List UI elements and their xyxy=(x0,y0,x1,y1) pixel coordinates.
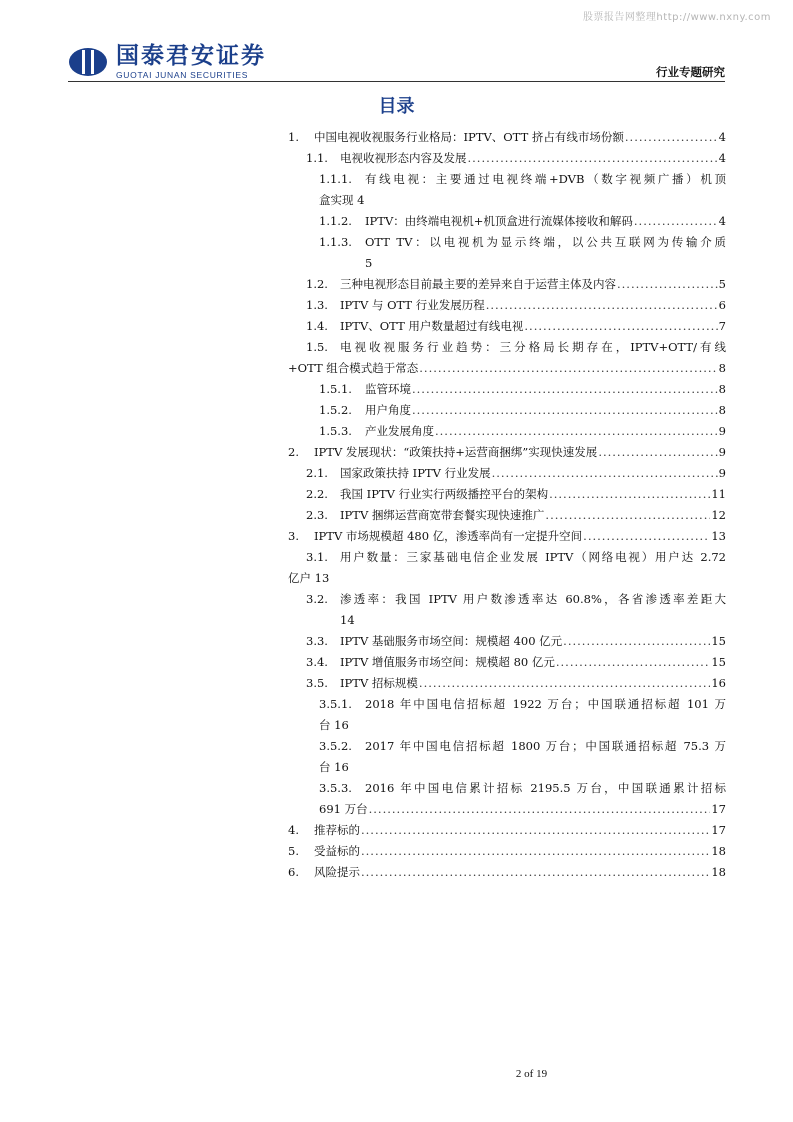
toc-entry[interactable]: 3.5.1. 2018 年中国电信招标超 1922 万台；中国联通招标超 101 万 台 16 xyxy=(319,697,726,732)
toc-entry[interactable]: 1.5.1. 监管环境 ..... 8 xyxy=(288,379,726,400)
toc-heading: 目录 xyxy=(378,96,415,117)
toc-entry[interactable]: 1.1.1. 有线电视：主要通过电视终端+DVB（数字视频广播）机顶 盒实现 4 xyxy=(319,172,726,207)
table-of-contents xyxy=(288,127,726,883)
toc-entry[interactable]: 3.3. IPTV 基础服务市场空间：规模超 400 亿元 ..... 15 xyxy=(288,631,726,652)
report-type-label: 行业专题研究 xyxy=(656,65,725,79)
header-divider xyxy=(68,81,725,82)
toc-entry[interactable]: 1.4. IPTV、OTT 用户数量超过有线电视 ..... 7 xyxy=(288,316,726,337)
toc-entry[interactable]: 3.2. 渗透率：我国 IPTV 用户数渗透率达 60.8%，各省渗透率差距大 14 xyxy=(306,592,726,627)
company-logo xyxy=(68,44,266,80)
logo-emblem-icon xyxy=(68,47,108,77)
toc-entry[interactable]: 3.5.3. 2016 年中国电信累计招标 2195.5 万台，中国联通累计招标 691 万台 ..... 17 xyxy=(288,778,726,820)
company-name-cn: 国泰君安证券 xyxy=(116,43,266,69)
toc-entry[interactable]: 3.5.2. 2017 年中国电信招标超 1800 万台；中国联通招标超 75.3 万 台 16 xyxy=(319,739,726,774)
toc-entry[interactable]: 3.1. 用户数量：三家基础电信企业发展 IPTV（网络电视）用户达 2.72 亿户 13 xyxy=(288,550,726,585)
toc-entry[interactable]: 4. 推荐标的 ..... 17 xyxy=(288,820,726,841)
toc-entry[interactable]: 2.3. IPTV 捆绑运营商宽带套餐实现快速推广 ..... 12 xyxy=(288,505,726,526)
toc-entry[interactable]: 1.1. 电视收视形态内容及发展 ..... 4 xyxy=(288,148,726,169)
toc-entry[interactable]: 3. IPTV 市场规模超 480 亿，渗透率尚有一定提升空间 ..... 13 xyxy=(288,526,726,547)
toc-entry[interactable]: 1.1.3. OTT TV：以电视机为显示终端，以公共互联网为传输介质 5 xyxy=(319,235,726,270)
toc-entry[interactable]: 1.1.2. IPTV：由终端电视机+机顶盒进行流媒体接收和解码 ..... 4 xyxy=(288,211,726,232)
toc-entry[interactable]: 2. IPTV 发展现状：“政策扶持+运营商捆绑”实现快速发展 ..... 9 xyxy=(288,442,726,463)
toc-entry[interactable]: 1.2. 三种电视形态目前最主要的差异来自于运营主体及内容 ..... 5 xyxy=(288,274,726,295)
toc-entry[interactable]: 1.5.3. 产业发展角度 ..... 9 xyxy=(288,421,726,442)
toc-entry[interactable]: 1.3. IPTV 与 OTT 行业发展历程 ..... 6 xyxy=(288,295,726,316)
toc-entry[interactable]: 3.5. IPTV 招标规模 ..... 16 xyxy=(288,673,726,694)
toc-entry[interactable]: 3.4. IPTV 增值服务市场空间：规模超 80 亿元 ..... 15 xyxy=(288,652,726,673)
toc-entry[interactable]: 2.2. 我国 IPTV 行业实行两级播控平台的架构 ..... 11 xyxy=(288,484,726,505)
watermark-text: 股票报告网整理http://www.nxny.com xyxy=(582,12,771,23)
toc-entry[interactable]: 6. 风险提示 ..... 18 xyxy=(288,862,726,883)
page-number: 2 of 19 xyxy=(515,1068,548,1080)
toc-entry[interactable]: 1.5. 电视收视服务行业趋势：三分格局长期存在，IPTV+OTT/有线 +OTT 组合模式趋于常态 ..... 8 xyxy=(288,337,726,379)
toc-entry[interactable]: 1. 中国电视收视服务行业格局：IPTV、OTT 挤占有线市场份额 ..... 4 xyxy=(288,127,726,148)
toc-entry[interactable]: 1.5.2. 用户角度 ..... 8 xyxy=(288,400,726,421)
toc-entry[interactable]: 2.1. 国家政策扶持 IPTV 行业发展 ..... 9 xyxy=(288,463,726,484)
toc-entry[interactable]: 5. 受益标的 ..... 18 xyxy=(288,841,726,862)
company-name-en: GUOTAI JUNAN SECURITIES xyxy=(116,70,249,80)
